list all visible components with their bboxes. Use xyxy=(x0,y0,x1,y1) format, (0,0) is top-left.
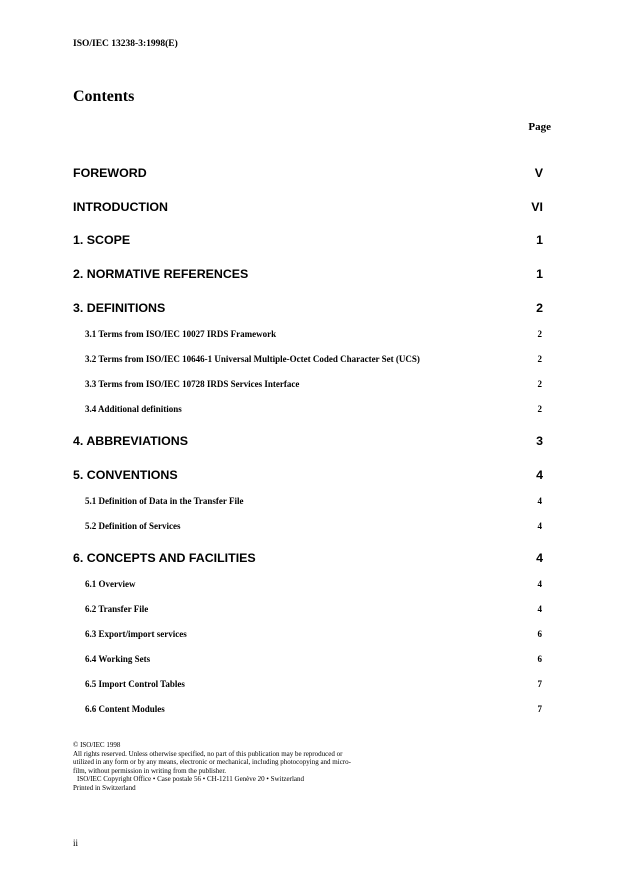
rights-line: All rights reserved. Unless otherwise specified, no part of this publication may be reproduced or xyxy=(73,749,343,758)
toc-entry-title: 4. ABBREVIATIONS xyxy=(73,434,188,448)
toc-entry-conventions[interactable] xyxy=(0,468,619,486)
toc-entry-abbreviations[interactable] xyxy=(0,434,619,452)
toc-entry-title: 5.1 Definition of Data in the Transfer File xyxy=(85,496,244,506)
copyright-office-line: ISO/IEC Copyright Office • Case postale 56 • CH-1211 Genève 20 • Switzerland xyxy=(77,775,305,784)
toc-entry-scope[interactable] xyxy=(0,233,619,251)
toc-entry-page: 4 xyxy=(536,468,543,482)
toc-subentry-6-3[interactable] xyxy=(0,629,619,647)
toc-entry-page: 7 xyxy=(537,679,542,689)
printed-in-line: Printed in Switzerland xyxy=(73,783,136,792)
toc-entry-title: 6.6 Content Modules xyxy=(85,704,165,714)
toc-entry-page: 2 xyxy=(537,329,542,339)
toc-entry-title: 5.2 Definition of Services xyxy=(85,521,181,531)
toc-entry-title: 3.2 Terms from ISO/IEC 10646-1 Universal Multiple-Octet Coded Character Set (UCS) xyxy=(85,354,420,364)
toc-entry-introduction[interactable] xyxy=(0,200,619,218)
toc-entry-page: 4 xyxy=(537,604,542,614)
copyright-line: © ISO/IEC 1998 xyxy=(73,741,121,749)
toc-entry-page: 6 xyxy=(537,654,542,664)
rights-line: utilized in any form or by any means, electronic or mechanical, including photocopying and micro- xyxy=(73,758,351,767)
toc-entry-page: 1 xyxy=(536,267,543,281)
toc-subentry-6-6[interactable] xyxy=(0,704,619,722)
toc-subentry-3-1[interactable] xyxy=(0,329,619,347)
toc-entry-title: 6.2 Transfer File xyxy=(85,604,149,614)
toc-subentry-5-2[interactable] xyxy=(0,521,619,539)
toc-entry-title: 3.4 Additional definitions xyxy=(85,404,182,414)
toc-entry-definitions[interactable] xyxy=(0,301,619,319)
toc-entry-page: 7 xyxy=(537,704,542,714)
toc-subentry-6-5[interactable] xyxy=(0,679,619,697)
toc-entry-title: 2. NORMATIVE REFERENCES xyxy=(73,267,249,281)
copyright-notice xyxy=(73,741,433,793)
toc-entry-page: 6 xyxy=(537,629,542,639)
toc-entry-title: 6.4 Working Sets xyxy=(85,654,151,664)
toc-entry-title: FOREWORD xyxy=(73,166,147,180)
toc-entry-page: 4 xyxy=(537,579,542,589)
toc-entry-concepts-and-facilities[interactable] xyxy=(0,551,619,569)
toc-subentry-3-3[interactable] xyxy=(0,379,619,397)
toc-entry-foreword[interactable] xyxy=(0,166,619,184)
toc-entry-page: 2 xyxy=(537,404,542,414)
toc-entry-title: 6.5 Import Control Tables xyxy=(85,679,185,689)
toc-entry-page: 2 xyxy=(536,301,543,315)
toc-entry-page: 3 xyxy=(536,434,543,448)
toc-subentry-3-4[interactable] xyxy=(0,404,619,422)
toc-entry-page: 4 xyxy=(537,496,542,506)
toc-entry-title: 3.1 Terms from ISO/IEC 10027 IRDS Framework xyxy=(85,329,277,339)
toc-entry-page: 2 xyxy=(537,379,542,389)
toc-entry-page: V xyxy=(534,166,543,180)
toc-subentry-5-1[interactable] xyxy=(0,496,619,514)
toc-entry-title: 1. SCOPE xyxy=(73,233,131,247)
toc-entry-title: 5. CONVENTIONS xyxy=(73,468,178,482)
toc-entry-title: 6. CONCEPTS AND FACILITIES xyxy=(73,551,256,565)
toc-entry-title: 6.1 Overview xyxy=(85,579,136,589)
toc-entry-title: 3.3 Terms from ISO/IEC 10728 IRDS Services Interface xyxy=(85,379,300,389)
toc-subentry-6-2[interactable] xyxy=(0,604,619,622)
toc-entry-title: 6.3 Export/import services xyxy=(85,629,187,639)
rights-line: film, without permission in writing from the publisher. xyxy=(73,766,227,775)
contents-title: Contents xyxy=(73,88,135,105)
toc-entry-page: 4 xyxy=(536,551,543,565)
toc-subentry-3-2[interactable] xyxy=(0,354,619,372)
page-column-label: Page xyxy=(528,121,551,133)
toc-entry-page: 1 xyxy=(536,233,543,247)
toc-subentry-6-1[interactable] xyxy=(0,579,619,597)
page-number: ii xyxy=(73,838,79,848)
toc-entry-page: 4 xyxy=(537,521,542,531)
toc-entry-title: 3. DEFINITIONS xyxy=(73,301,166,315)
document-id: ISO/IEC 13238-3:1998(E) xyxy=(73,39,178,49)
toc-entry-page: 2 xyxy=(537,354,542,364)
toc-entry-normative-references[interactable] xyxy=(0,267,619,285)
toc-entry-page: VI xyxy=(531,200,543,214)
toc-subentry-6-4[interactable] xyxy=(0,654,619,672)
toc-entry-title: INTRODUCTION xyxy=(73,200,168,214)
